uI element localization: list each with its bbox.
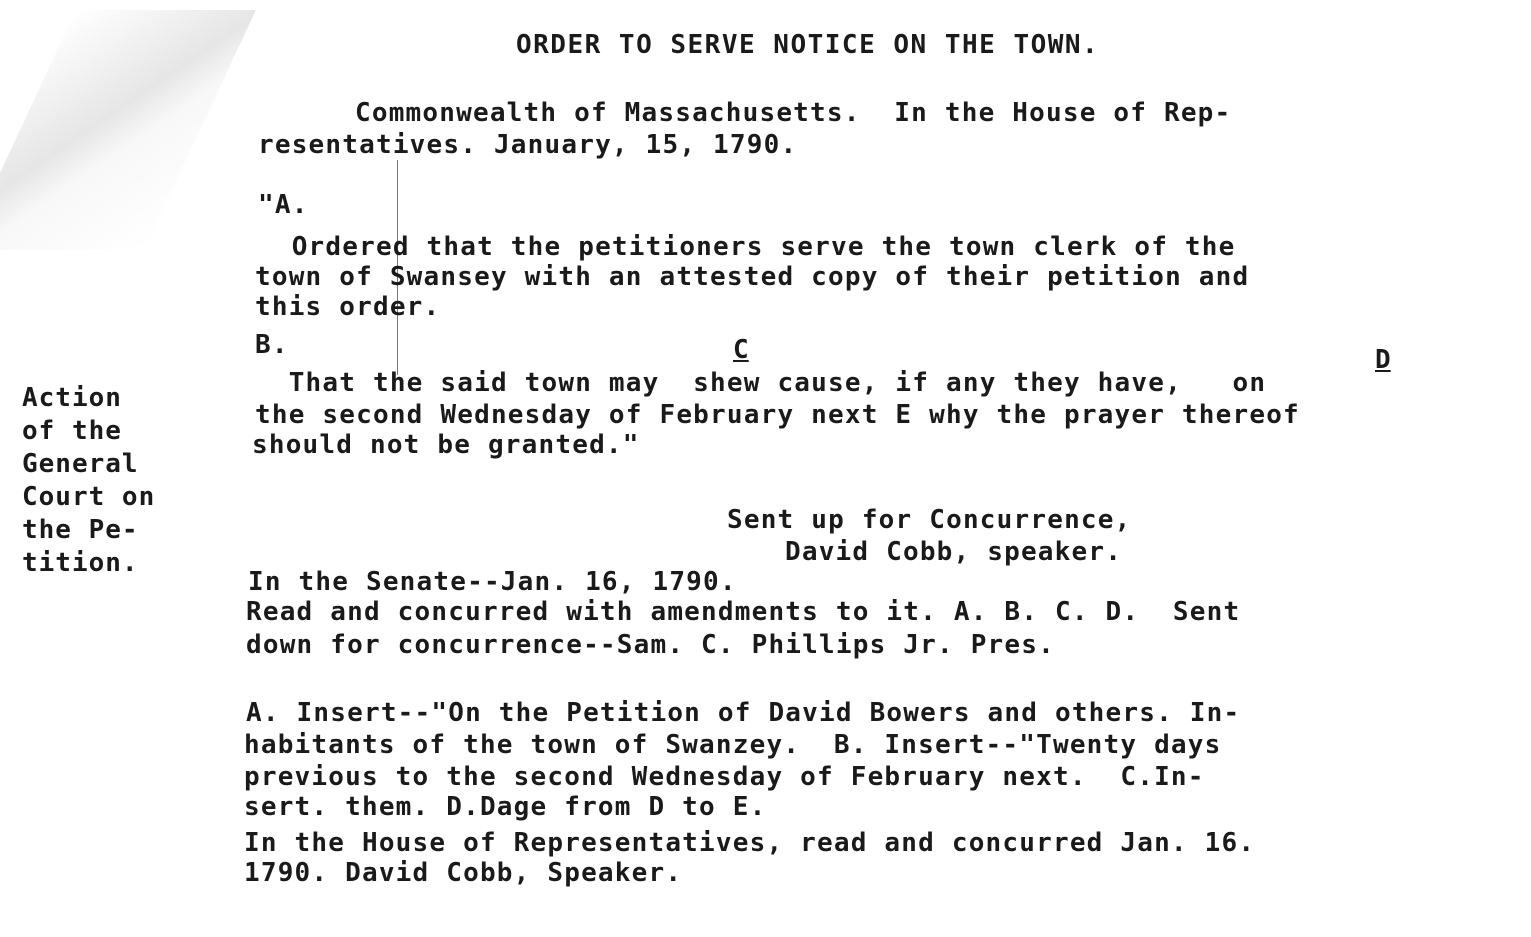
text-line: In the Senate--Jan. 16, 1790. <box>248 567 737 597</box>
scan-smudge <box>0 10 256 250</box>
text-line: habitants of the town of Swanzey. B. Insert--"Twenty days <box>244 730 1222 760</box>
text-line: A. Insert--"On the Petition of David Bowers and others. In- <box>246 698 1241 728</box>
text-line: resentatives. January, 15, 1790. <box>258 130 798 160</box>
inline-mark-c: C <box>733 335 749 365</box>
text-line: In the House of Representatives, read and concurred Jan. 16. <box>244 828 1256 858</box>
inline-mark-d: D <box>1375 345 1391 375</box>
text-line: this order. <box>255 292 441 322</box>
text-line: down for concurrence--Sam. C. Phillips Jr. Pres. <box>246 630 1055 660</box>
text-line: "A. <box>258 190 309 220</box>
margin-note-line: of the <box>22 416 122 446</box>
text-line: previous to the second Wednesday of February next. C.In- <box>244 762 1205 792</box>
text-line: B. <box>255 330 289 360</box>
text-line: should not be granted." <box>252 430 640 460</box>
text-line: Read and concurred with amendments to it. A. B. C. D. Sent <box>246 597 1241 627</box>
text-line: Commonwealth of Massachusetts. In the House of Rep- <box>355 98 1232 128</box>
text-line: Ordered that the petitioners serve the town clerk of the <box>258 232 1236 262</box>
text-line: sert. them. D.Dage from D to E. <box>244 792 767 822</box>
margin-note-line: tition. <box>22 548 139 578</box>
document-title: ORDER TO SERVE NOTICE ON THE TOWN. <box>516 30 1100 60</box>
text-line: 1790. David Cobb, Speaker. <box>244 858 683 888</box>
text-line: David Cobb, speaker. <box>785 537 1123 567</box>
text-line: That the said town may shew cause, if any they have, on <box>255 368 1267 398</box>
text-line: the second Wednesday of February next E why the prayer thereof <box>255 400 1300 430</box>
margin-note-line: Action <box>22 383 122 413</box>
text-line: town of Swansey with an attested copy of their petition and <box>255 262 1250 292</box>
text-line: Sent up for Concurrence, <box>727 505 1132 535</box>
margin-note-line: General <box>22 449 139 479</box>
margin-note-line: the Pe- <box>22 515 139 545</box>
margin-note-line: Court on <box>22 482 156 512</box>
margin-note <box>22 382 202 580</box>
